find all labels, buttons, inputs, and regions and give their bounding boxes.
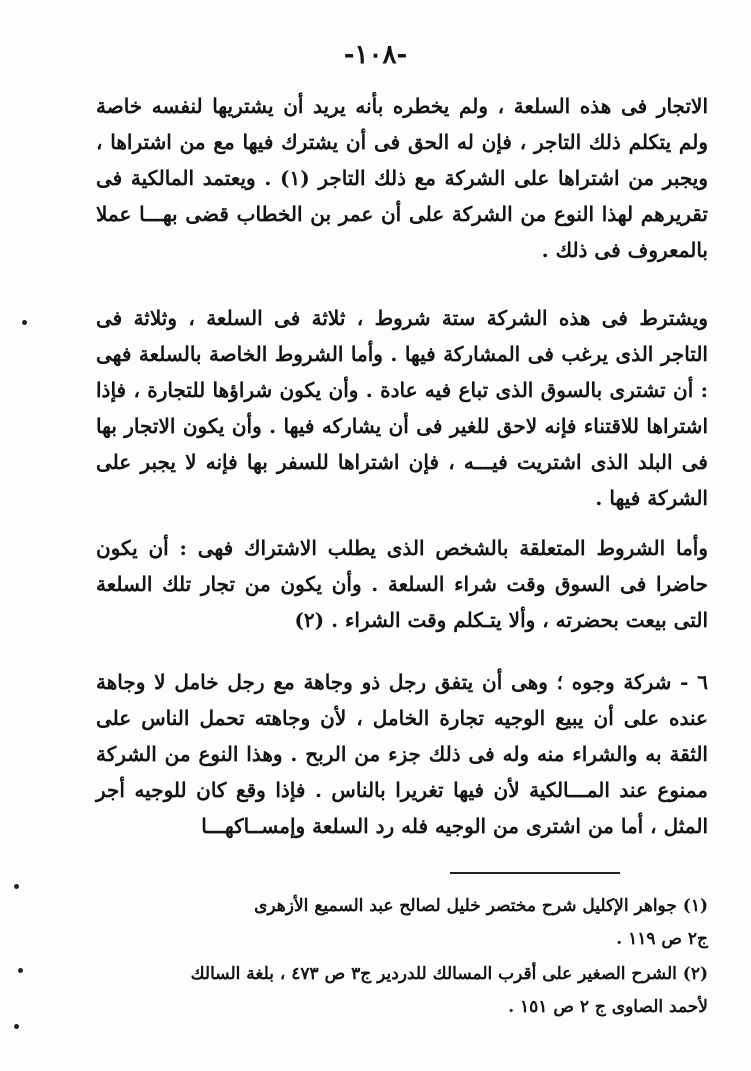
scan-speck — [22, 320, 27, 325]
footnote-divider — [450, 872, 620, 874]
footnote-2 — [96, 958, 708, 1024]
paragraph-3 — [96, 530, 708, 638]
scan-speck — [18, 968, 23, 973]
footnote-1-line-2: ج٢ ص ١١٩ . — [616, 929, 708, 949]
paragraph-text: وأما الشروط المتعلقة بالشخص الذى يطلب الاشتراك فهى : أن يكون حاضرا فى السوق وقت شراء السلعة . وأن يكون من تجار تلك السلعة التى بيعت بحضرته ، وألا يتـكلم وقت الشراء . (٢) — [96, 536, 708, 632]
scan-speck — [14, 1024, 19, 1029]
footnote-2-line-2: لأحمد الصاوى ج ٢ ص ١٥١ . — [508, 997, 708, 1017]
footnote-2-line-1: (٢) الشرح الصغير على أقرب المسالك للدردير ج٣ ص ٤٧٣ ، بلغة السالك — [190, 964, 708, 984]
page-number: -١٠٨- — [343, 40, 408, 70]
paragraph-2 — [96, 300, 708, 516]
paragraph-text: ويشترط فى هذه الشركة ستة شروط ، ثلاثة فى السلعة ، وثلاثة فى التاجر الذى يرغب فى المشاركة فيها . وأما الشروط الخاصة بالسلعة فهى : أن تشترى بالسوق الذى تباع فيه عادة . وأن يكون شراؤها للتجارة ، فإذا اشتراها للاقتناء فإنه لاحق للغير فى أن يشاركه فيها . وأن يكون الاتجار بها فى البلد الذى اشتريت فيـــه ، فإن اشتراها للسفر بها فإنه لا يجبر على الشركة فيها . — [96, 306, 708, 510]
paragraph-text: الاتجار فى هذه السلعة ، ولم يخطره بأنه يريد أن يشتريها لنفسه خاصة ولم يتكلم ذلك التاجر ، فإن له الحق فى أن يشترك فيها مع من اشتراها ، ويجبر من اشتراها على الشركة مع ذلك التاجر (١) . ويعتمد المالكية فى تقريرهم لهذا النوع من الشركة على أن عمر بن الخطاب قضى بهـــا عملا بالمعروف فى ذلك . — [96, 94, 709, 262]
paragraph-1 — [96, 88, 708, 268]
paragraph-text: ٦ - شركة وجوه ؛ وهى أن يتفق رجل ذو وجاهة مع رجل خامل لا وجاهة عنده على أن يبيع الوجيه تجارة الخامل ، لأن وجاهته تحمل الناس على الثقة به والشراء منه وله فى ذلك جزء من الربح . وهذا النوع من الشركة ممنوع عند المـــالكية لأن فيها تغريرا بالناس . فإذا وقع كان للوجيه أجر المثل ، أما من اشترى من الوجيه فله رد السلعة وإمســاكهـــا — [96, 670, 708, 838]
scan-speck — [14, 884, 19, 889]
paragraph-4 — [96, 664, 708, 844]
footnote-1-line-1: (١) جواهر الإكليل شرح مختصر خليل لصالح عبد السميع الأزهرى — [254, 896, 708, 916]
footnote-1 — [96, 890, 708, 956]
